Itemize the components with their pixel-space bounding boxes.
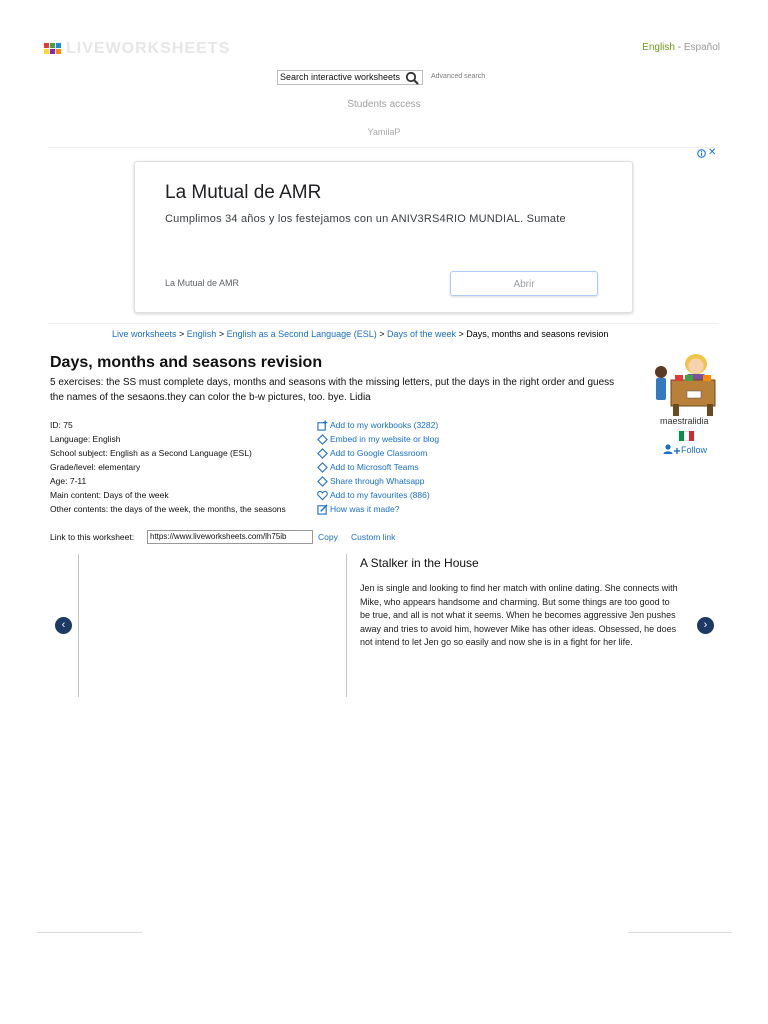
action-label: Add to Google Classroom xyxy=(330,448,428,458)
students-access-link[interactable]: Students access xyxy=(347,99,421,110)
lang-separator: - xyxy=(674,42,684,53)
action-label: Add to my favourites (886) xyxy=(330,490,430,500)
workbook-add-icon xyxy=(317,420,328,431)
meta-school-subject: School subject: English as a Second Language (ESL) xyxy=(50,448,252,458)
breadcrumb-esl[interactable]: English as a Second Language (ESL) xyxy=(226,329,377,339)
teams-icon xyxy=(317,462,328,473)
add-user-icon xyxy=(663,444,681,454)
next-arrow-button[interactable]: › xyxy=(697,617,714,634)
edit-icon xyxy=(317,504,328,515)
custom-link-button[interactable]: Custom link xyxy=(351,532,396,542)
embed-icon xyxy=(317,434,328,445)
author-name[interactable]: maestralidia xyxy=(660,416,709,426)
action-label: Add to Microsoft Teams xyxy=(330,462,419,472)
action-label: Share through Whatsapp xyxy=(330,476,425,486)
breadcrumb-sep: > xyxy=(456,329,467,339)
link-label: Link to this worksheet: xyxy=(50,532,135,542)
follow-button[interactable] xyxy=(663,444,707,455)
meta-id: ID: 75 xyxy=(50,420,73,430)
whatsapp-icon xyxy=(317,476,328,487)
footer-divider xyxy=(628,932,732,933)
username-link[interactable]: YamilaP xyxy=(367,127,401,137)
worksheet-description: 5 exercises: the SS must complete days, months and seasons with the missing letters, put the days in the right order and guess the names of the sesaons.they can color the b-w pictures, too. bye. Lidia xyxy=(50,377,615,403)
heart-icon xyxy=(317,490,328,501)
ad-close-icon[interactable]: ✕ xyxy=(708,147,717,158)
ad-open-button[interactable]: Abrir xyxy=(450,271,598,296)
worksheet-link-input[interactable]: https://www.liveworksheets.com/lh75ib xyxy=(147,530,313,544)
logo-text[interactable]: LIVEWORKSHEETS xyxy=(66,40,231,57)
breadcrumb-sep: > xyxy=(216,329,227,339)
story-body: Jen is single and looking to find her match with online dating. She connects with Mike, who appears handsome and charming. But some things are too good to be true, and all is not what it seems. When he becomes aggressive Jen pushes away and tries to avoid him, however Mike has other ideas. Obsessed, he does not intend to let Jen go so easily and now she is in a fight for her life. xyxy=(360,583,678,648)
divider xyxy=(78,554,79,697)
footer-divider xyxy=(37,932,142,933)
breadcrumb xyxy=(112,329,608,339)
advanced-search-link[interactable]: Advanced search xyxy=(431,73,486,80)
breadcrumb-days-of-week[interactable]: Days of the week xyxy=(386,329,457,339)
breadcrumb-sep: > xyxy=(176,329,187,339)
ad-description: Cumplimos 34 años y los festejamos con un ANIV3RS4RIO MUNDIAL. Sumate xyxy=(165,213,566,225)
breadcrumb-english[interactable]: English xyxy=(186,329,217,339)
breadcrumb-sep: > xyxy=(376,329,387,339)
info-icon[interactable] xyxy=(697,149,706,158)
divider xyxy=(346,554,347,697)
language-switcher xyxy=(642,42,720,53)
author-avatar[interactable] xyxy=(648,352,726,418)
action-label: How was it made? xyxy=(330,504,400,514)
italy-flag-icon xyxy=(679,431,694,441)
page-title: Days, months and seasons revision xyxy=(50,354,323,371)
ad-title[interactable]: La Mutual de AMR xyxy=(165,182,322,203)
search-icon[interactable] xyxy=(405,71,419,85)
story-title[interactable]: A Stalker in the House xyxy=(360,556,479,570)
logo-icon[interactable] xyxy=(44,43,60,55)
meta-other-contents: Other contents: the days of the week, the months, the seasons xyxy=(50,504,286,514)
meta-main-content: Main content: Days of the week xyxy=(50,490,169,500)
lang-english-link[interactable]: English xyxy=(642,42,675,53)
ad-source: La Mutual de AMR xyxy=(165,278,240,288)
breadcrumb-live-worksheets[interactable]: Live worksheets xyxy=(112,329,177,339)
meta-age: Age: 7-11 xyxy=(50,476,87,486)
lang-spanish-link[interactable]: Español xyxy=(683,42,720,53)
meta-grade-level: Grade/level: elementary xyxy=(50,462,141,472)
meta-language: Language: English xyxy=(50,434,121,444)
breadcrumb-current: Days, months and seasons revision xyxy=(466,329,609,339)
search-input[interactable]: Search interactive worksheets xyxy=(277,70,423,85)
action-label: Add to my workbooks (3282) xyxy=(330,420,439,430)
action-label: Embed in my website or blog xyxy=(330,434,440,444)
copy-link-button[interactable]: Copy xyxy=(318,532,338,542)
classroom-icon xyxy=(317,448,328,459)
follow-label: Follow xyxy=(681,445,708,455)
prev-arrow-button[interactable]: ‹ xyxy=(55,617,72,634)
